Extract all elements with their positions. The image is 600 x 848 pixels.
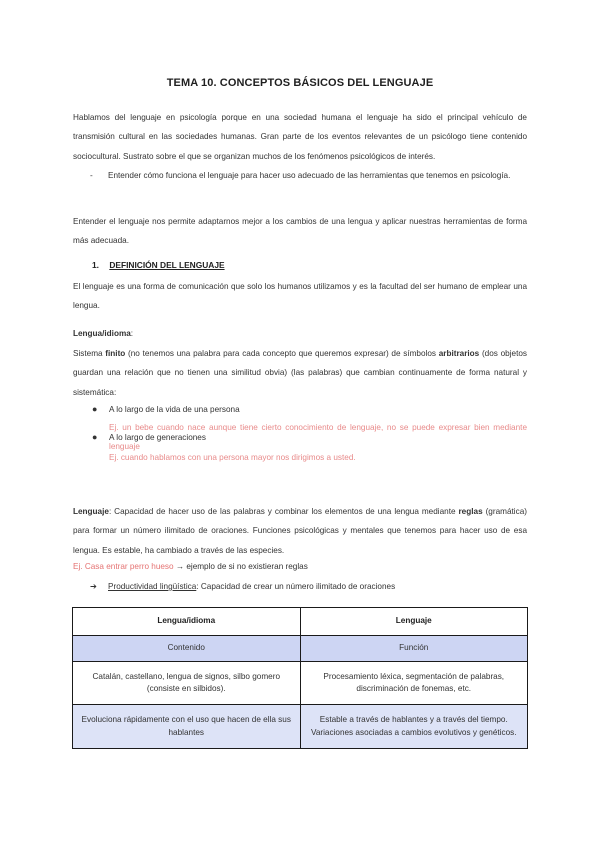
bullet-note: Ej. un bebe cuando nace aunque tiene cierto conocimiento de lenguaje, no se puede expresar bien mediante lenguaje xyxy=(109,423,527,452)
productividad-label: Productividad lingüística xyxy=(108,582,197,591)
definition-paragraph: El lenguaje es una forma de comunicación que solo los humanos utilizamos y es la facultad del ser humano de emplear una lengua. xyxy=(73,282,527,311)
page-title: TEMA 10. CONCEPTOS BÁSICOS DEL LENGUAJE xyxy=(166,77,434,89)
arrow-list-item xyxy=(90,577,395,596)
bullet-dot-icon: ● xyxy=(92,432,98,442)
lenguaje-text-2: (gramática) para formar un número ilimitado de oraciones. Funciones psicológicas y mentales que tenemos para hacer uso de esa lengua. Es estable, ha cambiado a través de las especies. xyxy=(73,507,527,555)
section-number: 1. xyxy=(92,260,99,270)
sistema-text-2: (no tenemos una palabra para cada concepto que queremos expresar) de símbolos xyxy=(125,349,439,358)
sistema-bold-arbitrarios: arbitrarios xyxy=(438,349,480,358)
section-heading xyxy=(92,260,225,270)
lenguaje-bold-reglas: reglas xyxy=(458,507,483,516)
bullet-dot-icon: ● xyxy=(92,404,98,414)
table-cell: Procesamiento léxica, segmentación de palabras, discriminación de fonemas, etc. xyxy=(300,662,528,705)
lengua-label-line xyxy=(73,324,527,343)
table-header-cell: Lenguaje xyxy=(300,608,528,636)
productividad-text: : Capacidad de crear un número ilimitado de oraciones xyxy=(196,582,396,591)
table-cell: Evoluciona rápidamente con el uso que hacen de ella sus hablantes xyxy=(73,705,301,749)
comparison-table xyxy=(72,607,528,749)
table-cell: Contenido xyxy=(73,636,301,662)
table-cell: Función xyxy=(300,636,528,662)
example-line xyxy=(73,557,527,576)
sistema-text-1: Sistema xyxy=(73,349,106,358)
bullet-text: A lo largo de la vida de una persona xyxy=(109,405,240,414)
example-red-text: Ej. Casa entrar perro hueso xyxy=(73,562,174,571)
section-heading-text: DEFINICIÓN DEL LENGUAJE xyxy=(109,260,225,270)
intro-paragraph-2: Entender el lenguaje nos permite adaptarnos mejor a los cambios de una lengua y aplicar nuestras herramientas de forma más adecuada. xyxy=(73,217,527,246)
lengua-colon: : xyxy=(130,329,134,338)
table-cell: Estable a través de hablantes y a través del tiempo. Variaciones asociadas a cambios evolutivos y genéticos. xyxy=(300,705,528,749)
table-header-cell: Lengua/idioma xyxy=(73,608,301,636)
sistema-text-3: (dos objetos guardan una relación que no tienen una similitud obvia) (las palabras) que cambian continuamente de forma natural y sistemática: xyxy=(73,349,527,397)
lenguaje-text-1: : Capacidad de hacer uso de las palabras y combinar los elementos de una lengua mediante xyxy=(108,507,459,516)
lenguaje-paragraph xyxy=(73,502,527,560)
bullet-text: A lo largo de generaciones xyxy=(109,433,206,442)
dash-marker: - xyxy=(90,171,93,180)
table-row xyxy=(73,662,528,705)
sistema-paragraph xyxy=(73,344,527,402)
arrow-right-icon: ➔ xyxy=(90,582,97,591)
lenguaje-label: Lenguaje xyxy=(73,507,109,516)
table-row xyxy=(73,636,528,662)
table-row xyxy=(73,705,528,749)
lengua-label: Lengua/idioma xyxy=(73,329,131,338)
bullet-note: Ej. cuando hablamos con una persona mayor nos dirigimos a usted. xyxy=(109,453,356,462)
dash-item-text: Entender cómo funciona el lenguaje para hacer uso adecuado de las herramientas que tenemos en psicología. xyxy=(108,171,511,180)
intro-paragraph: Hablamos del lenguaje en psicología porque en una sociedad humana el lenguaje ha sido el principal vehículo de transmisión cultural en las sociedades humanas. Gran parte de los eventos relevantes de un psicólogo tiene contenido sociocultural. Sustrato sobre el que se organizan muchos de los fenómenos psicológicos de interés. xyxy=(73,113,527,161)
table-cell: Catalán, castellano, lengua de signos, silbo gomero (consiste en silbidos). xyxy=(73,662,301,705)
sistema-bold-finito: finito xyxy=(105,349,126,358)
example-rest-text: → ejemplo de si no existieran reglas xyxy=(173,562,308,571)
table-header-row xyxy=(73,608,528,636)
